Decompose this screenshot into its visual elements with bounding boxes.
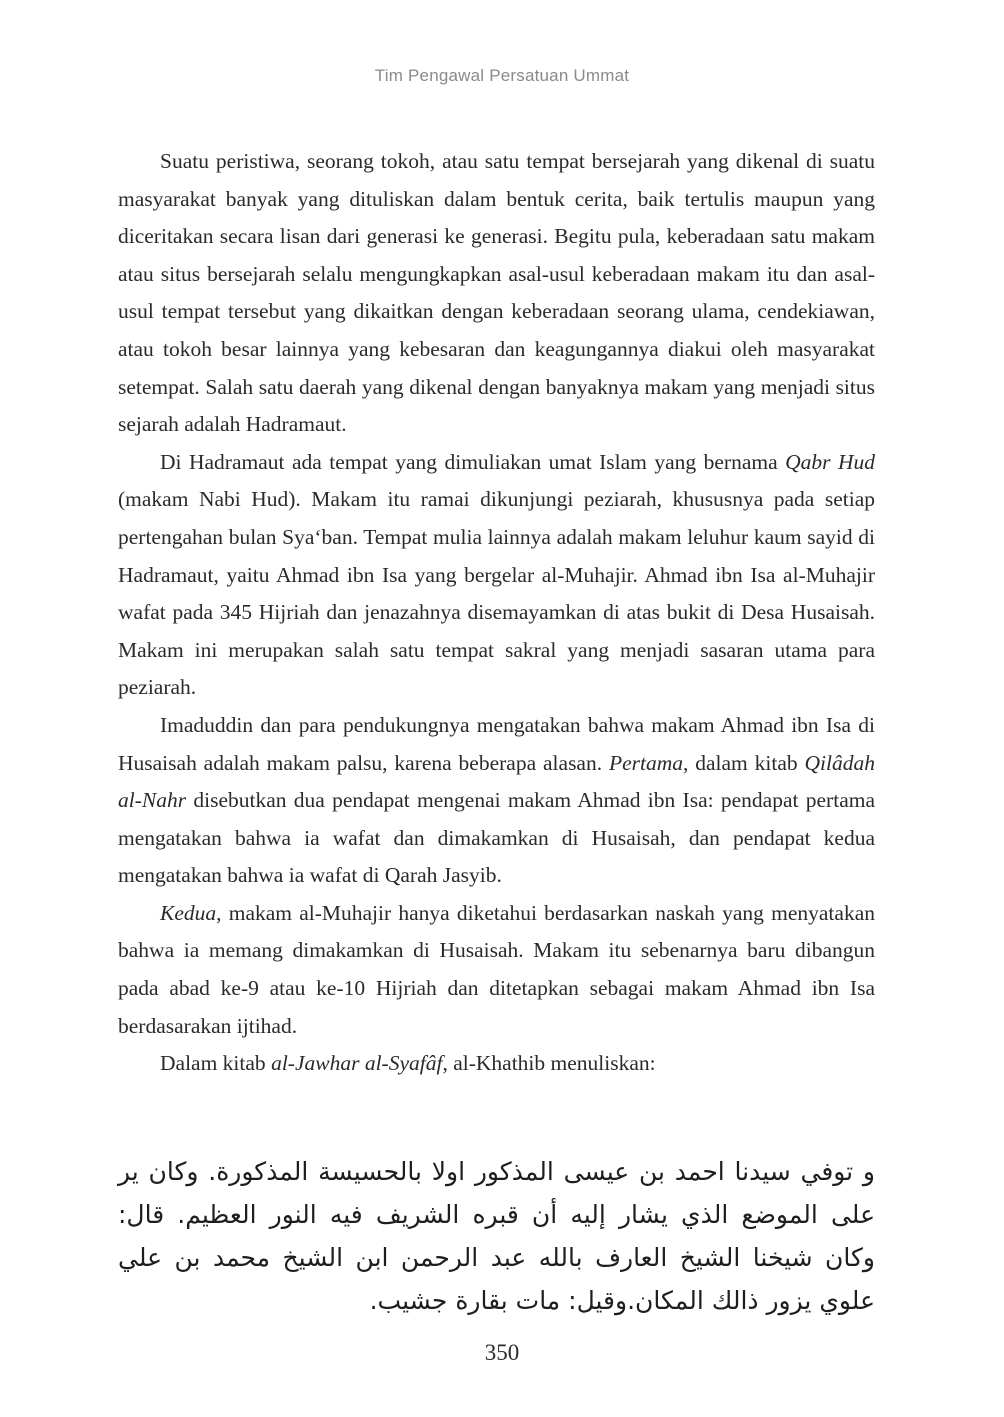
paragraph-2: [118, 444, 875, 707]
paragraph-2-text-1: Di Hadramaut ada tempat yang dimuliakan umat Islam yang bernama: [160, 449, 786, 474]
body-text: [118, 143, 875, 1083]
running-header: Tim Pengawal Persatuan Ummat: [374, 66, 630, 85]
paragraph-5-text-2: , al-Khathib menuliskan:: [442, 1051, 656, 1076]
paragraph-1: Suatu peristiwa, seorang tokoh, atau satu tempat bersejarah yang dikenal di suatu masyarakat banyak yang dituliskan dalam bentuk cerita, baik tertulis maupun yang diceritakan secara lisan dari generasi ke generasi. Begitu pula, keberadaan satu makam atau situs bersejarah selalu mengungkapkan asal-usul keberadaan makam itu dan asal-usul tempat tersebut yang dikaitkan dengan keberadaan seorang ulama, cendekiawan, atau tokoh besar lainnya yang kebesaran dan keagungannya diakui oleh masyarakat setempat. Salah satu daerah yang dikenal dengan banyaknya makam yang menjadi situs sejarah adalah Hadramaut.: [118, 149, 875, 437]
paragraph-5-text-1: Dalam kitab: [160, 1051, 272, 1076]
paragraph-3-text-2: , dalam kitab: [683, 750, 805, 775]
arabic-quote: و توفي سيدنا احمد بن عيسى المذكور اولا بالحسيسة المذكورة. وكان ير على الموضع الذي يشار إليه أن قبره الشريف فيه النور العظيم. قال: وكان شيخنا الشيخ العارف بالله عبد الرحمن ابن الشيخ محمد بن علي علوي يزور ذالك المكان.وقيل: مات بقارة جشيب.: [118, 1157, 875, 1315]
paragraph-5: [118, 1045, 875, 1083]
paragraph-3: [118, 707, 875, 895]
paragraph-2-italic-qabr-hud: Qabr Hud: [785, 449, 875, 474]
paragraph-3-text-1: Imaduddin dan para pendukungnya mengatakan bahwa makam Ahmad ibn Isa di Husaisah adalah makam palsu, karena beberapa alasan.: [118, 712, 875, 775]
paragraph-4-text-1: , makam al-Muhajir hanya diketahui berdasarkan naskah yang menyatakan bahwa ia memang dimakamkan di Husaisah. Makam itu sebenarnya baru dibangun pada abad ke-9 atau ke-10 Hijriah dan ditetapkan sebagai makam Ahmad ibn Isa berdasarakan ijtihad.: [118, 900, 875, 1038]
paragraph-2-text-2: (makam Nabi Hud). Makam itu ramai dikunjungi peziarah, khususnya pada setiap pertengahan bulan Sya‘ban. Tempat mulia lainnya adalah makam leluhur kaum sayid di Hadramaut, yaitu Ahmad ibn Isa yang bergelar al-Muhajir. Ahmad ibn Isa al-Muhajir wafat pada 345 Hijriah dan jenazahnya disemayamkan di atas bukit di Desa Husaisah. Makam ini merupakan salah satu tempat sakral yang menjadi sasaran utama para peziarah.: [118, 487, 875, 700]
paragraph-4: [118, 895, 875, 1045]
paragraph-5-italic-jawhar: al-Jawhar al-Syafâf: [271, 1051, 443, 1076]
paragraph-3-italic-qiladah: Qilâdah al-Nahr: [118, 750, 875, 813]
paragraph-4-italic-kedua: Kedua: [160, 900, 217, 925]
paragraph-3-text-3: disebutkan dua pendapat mengenai makam Ahmad ibn Isa: pendapat pertama mengatakan bahwa ia wafat dan dimakamkan di Husaisah, dan pendapat kedua mengatakan bahwa ia wafat di Qarah Jasyib.: [118, 788, 875, 888]
page-number: 350: [484, 1340, 520, 1365]
paragraph-3-italic-pertama: Pertama: [608, 750, 684, 775]
